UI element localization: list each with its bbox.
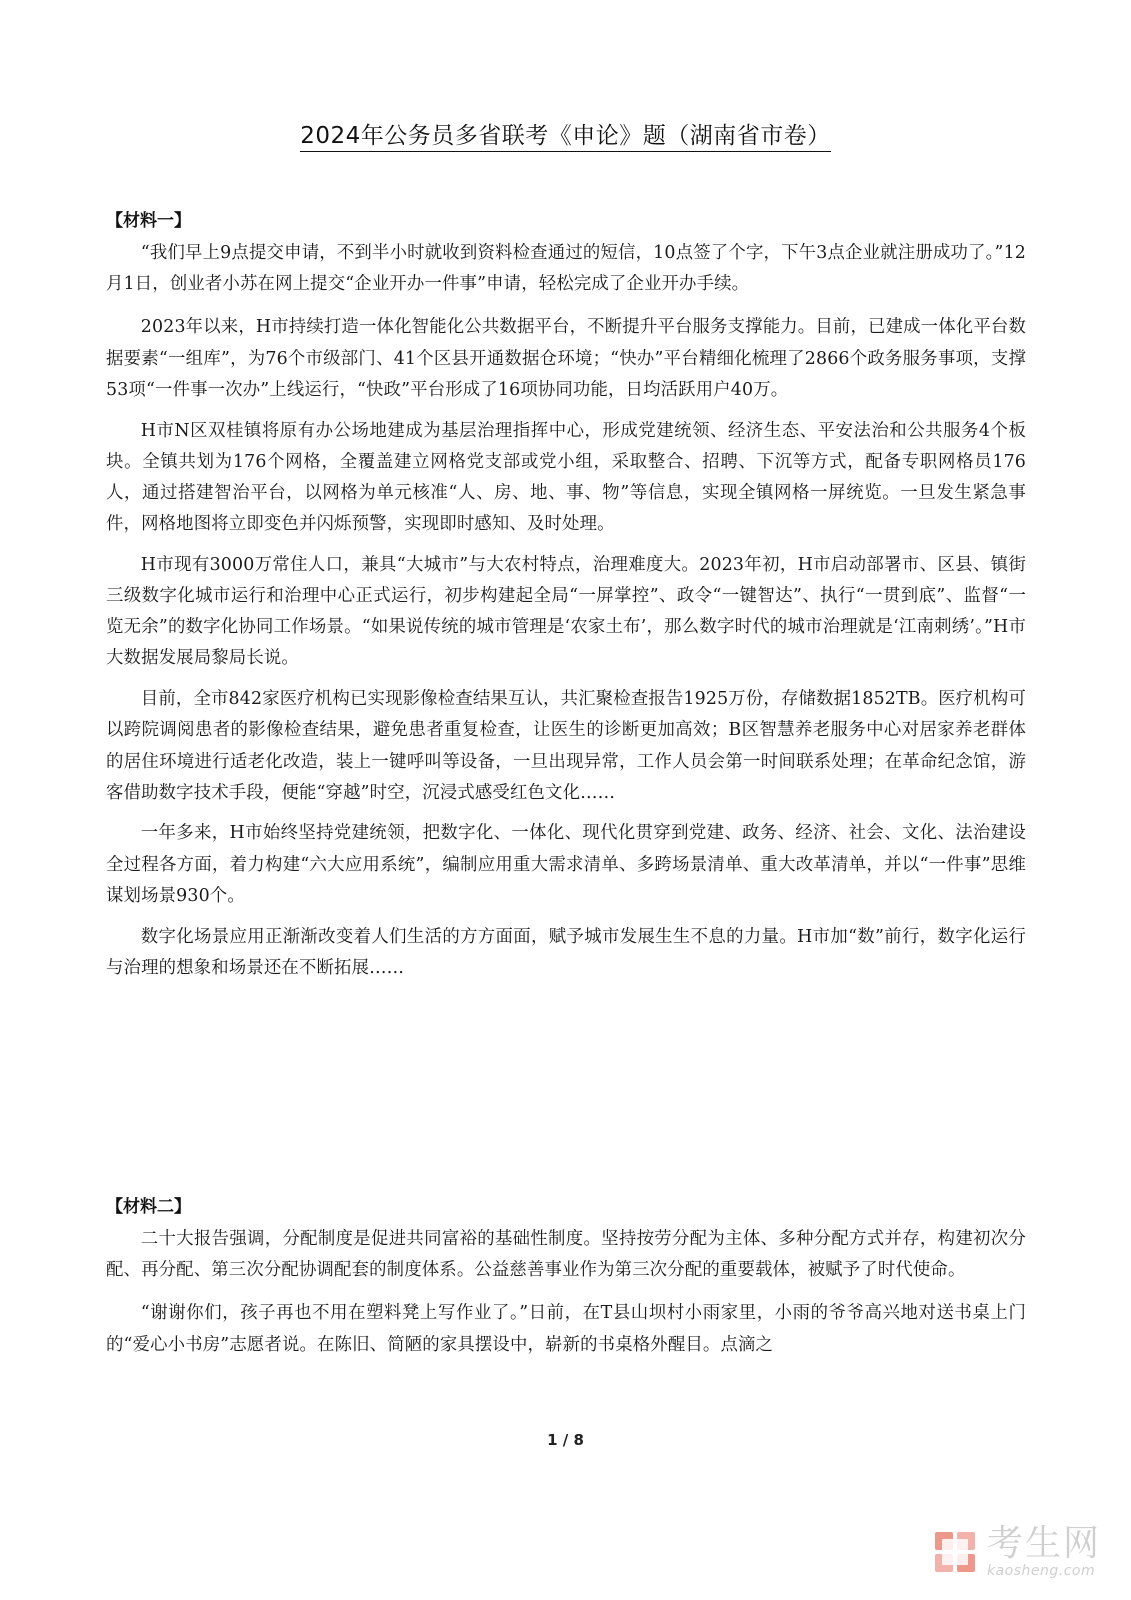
material-one-paragraph-5: 目前，全市842家医疗机构已实现影像检查结果互认，共汇聚检查报告1925万份，存储数据1852TB。医疗机构可以跨院调阅患者的影像检查结果，避免患者重复检查，让医生的诊断更加高效；B区智慧养老服务中心对居家养老群体的居住环境进行适老化改造，装上一键呼叫等设备，一旦出现异常，工作人员会第一时间联系处理；在革命纪念馆，游客借助数字技术手段，便能“穿越”时空，沉浸式感受红色文化…… <box>106 689 1026 803</box>
watermark-brand-en: kaosheng.com <box>986 1563 1096 1579</box>
material-two-section <box>106 1194 1026 1370</box>
kaosheng-logo-icon <box>933 1530 977 1574</box>
document-title-text: 2024年公务员多省联考《申论》题（湖南省市卷） <box>300 123 831 152</box>
material-two-heading: 【材料二】 <box>106 1197 191 1217</box>
material-one-section <box>106 208 1026 993</box>
material-one-paragraph-3: H市N区双桂镇将原有办公场地建成为基层治理指挥中心，形成党建统领、经济生态、平安法治和公共服务4个板块。全镇共划为176个网格，全覆盖建立网格党支部或党小组，采取整合、招聘、下沉等方式，配备专职网格员176人，通过搭建智治平台，以网格为单元核准“人、房、地、事、物”等信息，实现全镇网格一屏统览。一旦发生紧急事件，网格地图将立即变色并闪烁预警，实现即时感知、及时处理。 <box>106 420 1026 535</box>
material-two-paragraph-2: “谢谢你们，孩子再也不用在塑料凳上写作业了。”日前，在T县山坝村小雨家里，小雨的爷爷高兴地对送书桌上门的“爱心小书房”志愿者说。在陈旧、简陋的家具摆设中，崭新的书桌格外醒目。点滴之 <box>106 1303 1026 1355</box>
material-one-paragraph-4: H市现有3000万常住人口，兼具“大城市”与大农村特点，治理难度大。2023年初，H市启动部署市、区县、镇街三级数字化城市运行和治理中心正式运行，初步构建起全局“一屏掌控”、政令“一键智达”、执行“一贯到底”、监督“一览无余”的数字化协同工作场景。“如果说传统的城市管理是‘农家土布’，那么数字时代的城市治理就是‘江南刺绣’。”H市大数据发展局黎局长说。 <box>106 554 1026 669</box>
document-title <box>0 121 1131 151</box>
watermark <box>933 1523 1101 1579</box>
page-number: 1 / 8 <box>547 1431 584 1449</box>
material-one-paragraph-2: 2023年以来，H市持续打造一体化智能化公共数据平台，不断提升平台服务支撑能力。目前，已建成一体化平台数据要素“一组库”，为76个市级部门、41个区县开通数据仓环境；“快办”平台精细化梳理了2866个政务服务事项，支撑53项“一件事一次办”上线运行，“快政”平台形成了16项协同功能，日均活跃用户40万。 <box>106 317 1026 400</box>
material-one-paragraph-7: 数字化场景应用正渐渐改变着人们生活的方方面面，赋予城市发展生生不息的力量。H市加“数”前行，数字化运行与治理的想象和场景还在不断拓展…… <box>106 926 1026 978</box>
material-one-paragraph-6: 一年多来，H市始终坚持党建统领，把数字化、一体化、现代化贯穿到党建、政务、经济、社会、文化、法治建设全过程各方面，着力构建“六大应用系统”，编制应用重大需求清单、多跨场景清单、重大改革清单，并以“一件事”思维谋划场景930个。 <box>106 823 1026 906</box>
watermark-brand-cn: 考生网 <box>986 1523 1101 1564</box>
material-two-paragraph-1: 二十大报告强调，分配制度是促进共同富裕的基础性制度。坚持按劳分配为主体、多种分配方式并存，构建初次分配、再分配、第三次分配协调配套的制度体系。公益慈善事业作为第三次分配的重要载体，被赋予了时代使命。 <box>106 1229 1026 1281</box>
material-one-heading: 【材料一】 <box>106 211 191 231</box>
material-one-paragraph-1: “我们早上9点提交申请，不到半小时就收到资料检查通过的短信，10点签了个字，下午3点企业就注册成功了。”12月1日，创业者小苏在网上提交“企业开办一件事”申请，轻松完成了企业开办手续。 <box>106 243 1026 295</box>
